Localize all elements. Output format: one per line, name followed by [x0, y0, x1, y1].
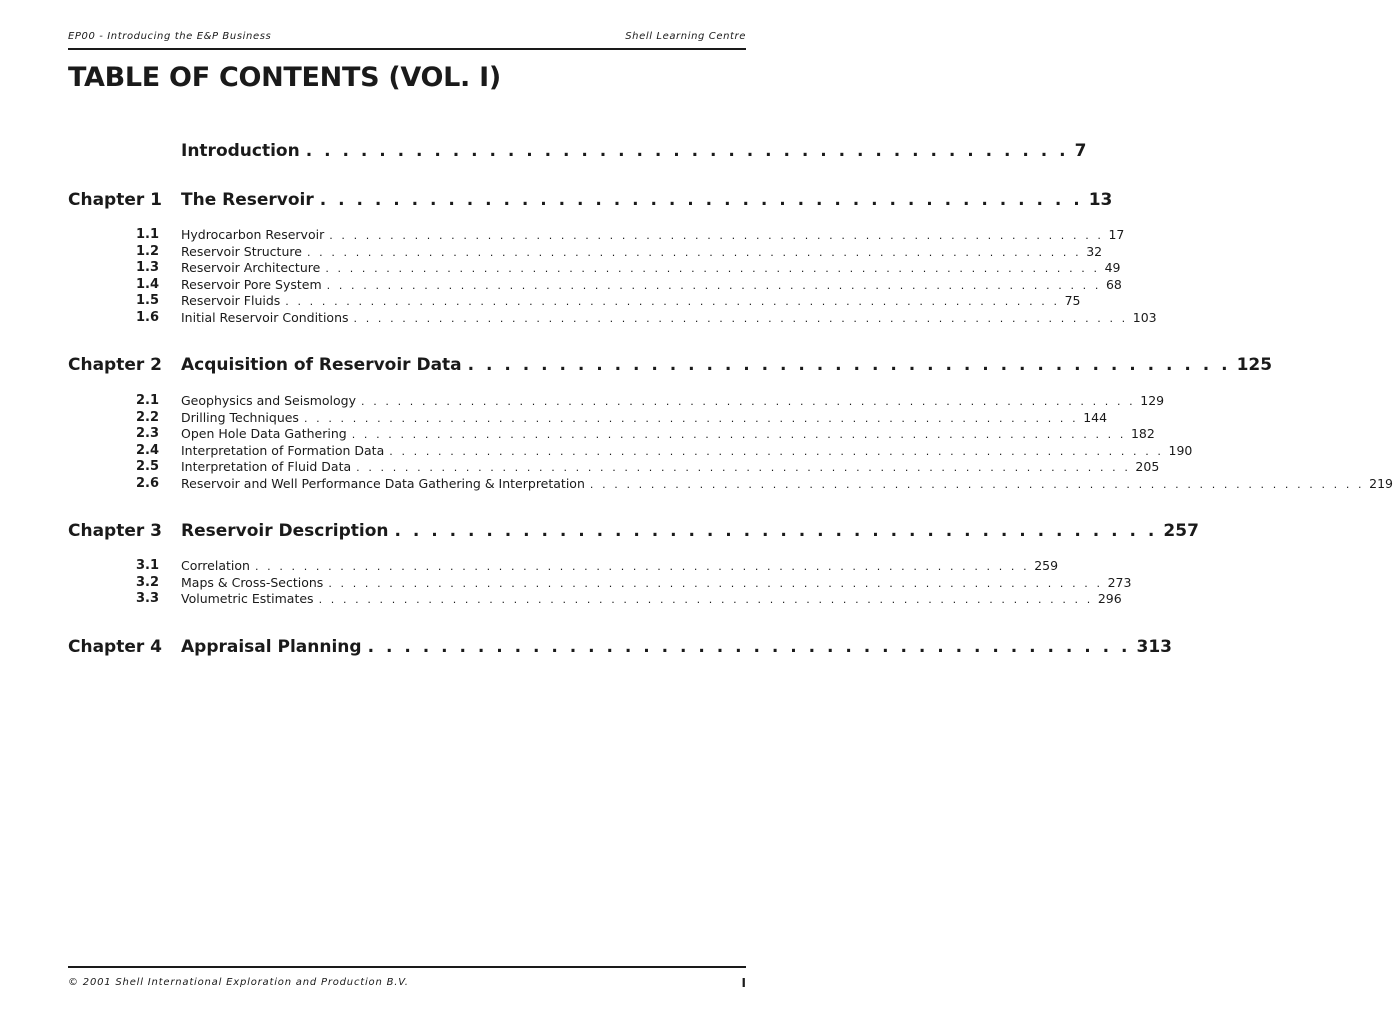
chapter-title: The Reservoir — [181, 190, 314, 210]
chapter-page: 13 — [1088, 190, 1113, 210]
section-page: 103 — [1132, 309, 1157, 325]
dot-leader: . . . . . . . . . . . . . . . . . . . . . . . . . . . . . . . . . . . . . . . . . . — [467, 355, 1231, 375]
section-page: 182 — [1130, 426, 1155, 441]
dot-leader: . . . . . . . . . . . . . . . . . . . . . . . . . . . . . . . . . . . . . . . . . . . . . . . . . . . . . . . . . . . . . . . . — [328, 576, 1103, 590]
chapter-title: Acquisition of Reservoir Data — [181, 355, 462, 375]
section-page: 296 — [1097, 591, 1122, 606]
section-list-chapter-3 — [68, 558, 1132, 608]
section-number: 1.2 — [135, 243, 159, 259]
section-title: Reservoir Pore System — [181, 276, 322, 292]
dot-leader: . . . . . . . . . . . . . . . . . . . . . . . . . . . . . . . . . . . . . . . . . . . . . . . . . . . . . . . . . . . . . . . . — [351, 428, 1126, 441]
section-page: 129 — [1140, 393, 1165, 408]
header-course-title: EP00 - Introducing the E&P Business — [68, 31, 272, 42]
dot-leader: . . . . . . . . . . . . . . . . . . . . . . . . . . . . . . . . . . . . . . . . . . . . . . . . . . . . . . . . . . . . . . . . — [306, 245, 1082, 259]
chapter-page: 125 — [1236, 355, 1273, 375]
section-title: Geophysics and Seismology — [181, 393, 356, 408]
section-page: 17 — [1108, 227, 1125, 242]
dot-leader: . . . . . . . . . . . . . . . . . . . . . . . . . . . . . . . . . . . . . . . . . . . . . . . . . . . . . . . . . . . . . . . . — [389, 444, 1164, 458]
section-number: 2.4 — [135, 442, 159, 458]
copyright-notice: © 2001 Shell International Exploration and Production B.V. — [68, 977, 409, 988]
section-page: 32 — [1086, 243, 1103, 259]
section-number: 3.2 — [135, 574, 159, 590]
section-number: 1.6 — [135, 309, 159, 325]
section-title: Reservoir Architecture — [181, 260, 321, 275]
toc-entry-title: Introduction — [181, 141, 300, 161]
header-publisher: Shell Learning Centre — [625, 31, 746, 42]
toc-section-row[interactable] — [68, 475, 1393, 493]
toc-chapter-3[interactable] — [68, 521, 1199, 545]
dot-leader: . . . . . . . . . . . . . . . . . . . . . . . . . . . . . . . . . . . . . . . . . . . . . . . . . . . . . . . . . . . . . . . . — [356, 461, 1131, 474]
section-list-chapter-1 — [68, 227, 1157, 326]
dot-leader: . . . . . . . . . . . . . . . . . . . . . . . . . . . . . . . . . . . . . . . . . . . . . . . . . . . . . . . . . . . . . . . . — [318, 593, 1093, 606]
section-title: Open Hole Data Gathering — [181, 426, 347, 441]
page-footer — [68, 966, 746, 996]
dot-leader: . . . . . . . . . . . . . . . . . . . . . . . . . . . . . . . . . . . . . . . . . . — [319, 190, 1083, 210]
section-number: 1.5 — [135, 293, 159, 308]
section-title: Initial Reservoir Conditions — [181, 309, 349, 325]
section-number: 1.1 — [135, 227, 159, 242]
section-number: 1.3 — [135, 260, 159, 275]
section-title: Reservoir Fluids — [181, 293, 281, 308]
section-page: 205 — [1135, 459, 1160, 474]
chapter-page: 313 — [1136, 637, 1172, 657]
section-page: 49 — [1104, 260, 1121, 275]
toc-entry-page: 7 — [1074, 141, 1087, 161]
toc-section-row[interactable] — [68, 574, 1132, 592]
dot-leader: . . . . . . . . . . . . . . . . . . . . . . . . . . . . . . . . . . . . . . . . . . . . . . . . . . . . . . . . . . . . . . . . — [589, 477, 1365, 491]
dot-leader: . . . . . . . . . . . . . . . . . . . . . . . . . . . . . . . . . . . . . . . . . . — [367, 637, 1131, 657]
chapter-title: Appraisal Planning — [181, 637, 362, 657]
chapter-page: 257 — [1163, 521, 1199, 541]
toc-section-row[interactable] — [68, 293, 1081, 310]
toc-section-row[interactable] — [68, 260, 1121, 277]
dot-leader: . . . . . . . . . . . . . . . . . . . . . . . . . . . . . . . . . . . . . . . . . . . . . . . . . . . . . . . . . . . . . . . . — [303, 411, 1079, 425]
section-title: Reservoir Structure — [181, 243, 302, 259]
toc-chapter-2[interactable] — [68, 355, 1273, 379]
chapter-label: Chapter 3 — [68, 521, 163, 541]
section-page: 273 — [1107, 574, 1132, 590]
page-number: I — [741, 976, 746, 990]
section-list-chapter-2 — [68, 393, 1393, 492]
section-title: Maps & Cross-Sections — [181, 574, 324, 590]
section-page: 190 — [1168, 442, 1193, 458]
toc-section-row[interactable] — [68, 442, 1193, 460]
section-title: Reservoir and Well Performance Data Gathering & Interpretation — [181, 475, 585, 491]
section-number: 2.3 — [135, 426, 159, 441]
toc-section-row[interactable] — [68, 393, 1165, 410]
section-title: Hydrocarbon Reservoir — [181, 227, 325, 242]
section-page: 75 — [1064, 293, 1081, 308]
dot-leader: . . . . . . . . . . . . . . . . . . . . . . . . . . . . . . . . . . . . . . . . . . — [394, 521, 1158, 541]
chapter-label: Chapter 2 — [68, 355, 163, 375]
section-title: Interpretation of Fluid Data — [181, 459, 352, 474]
section-number: 2.2 — [135, 409, 159, 425]
dot-leader: . . . . . . . . . . . . . . . . . . . . . . . . . . . . . . . . . . . . . . . . . . . . . . . . . . . . . . . . . . . . . . . . — [285, 295, 1060, 308]
section-title: Volumetric Estimates — [181, 591, 314, 606]
page-header — [68, 30, 746, 50]
section-number: 2.1 — [135, 393, 159, 408]
toc-entry-introduction[interactable] — [68, 141, 1087, 165]
dot-leader: . . . . . . . . . . . . . . . . . . . . . . . . . . . . . . . . . . . . . . . . . . . . . . . . . . . . . . . . . . . . . . . . — [254, 560, 1030, 573]
toc-section-row[interactable] — [68, 243, 1103, 261]
section-title: Correlation — [181, 558, 250, 573]
dot-leader: . . . . . . . . . . . . . . . . . . . . . . . . . . . . . . . . . . . . . . . . . . . . . . . . . . . . . . . . . . . . . . . . — [326, 278, 1101, 292]
toc-section-row[interactable] — [68, 409, 1108, 427]
toc-section-row[interactable] — [68, 309, 1157, 327]
toc-chapter-1[interactable] — [68, 190, 1113, 214]
toc-chapter-4[interactable] — [68, 637, 1172, 661]
chapter-label: Chapter 4 — [68, 637, 163, 657]
section-number: 2.6 — [135, 475, 159, 491]
section-title: Interpretation of Formation Data — [181, 442, 385, 458]
toc-section-row[interactable] — [68, 276, 1122, 294]
dot-leader: . . . . . . . . . . . . . . . . . . . . . . . . . . . . . . . . . . . . . . . . . . . . . . . . . . . . . . . . . . . . . . . . — [361, 395, 1136, 408]
section-title: Drilling Techniques — [181, 409, 299, 425]
section-number: 2.5 — [135, 459, 159, 474]
dot-leader: . . . . . . . . . . . . . . . . . . . . . . . . . . . . . . . . . . . . . . . . . . . . . . . . . . . . . . . . . . . . . . . . — [329, 229, 1104, 242]
section-page: 68 — [1105, 276, 1122, 292]
section-page: 259 — [1034, 558, 1059, 573]
dot-leader: . . . . . . . . . . . . . . . . . . . . . . . . . . . . . . . . . . . . . . . . . . . . . . . . . . . . . . . . . . . . . . . . — [353, 311, 1128, 325]
toc-section-row[interactable] — [68, 459, 1160, 476]
chapter-title: Reservoir Description — [181, 521, 389, 541]
toc-section-row[interactable] — [68, 591, 1122, 608]
section-number: 3.3 — [135, 591, 159, 606]
section-number: 3.1 — [135, 558, 159, 573]
dot-leader: . . . . . . . . . . . . . . . . . . . . . . . . . . . . . . . . . . . . . . . . . . — [305, 141, 1069, 161]
chapter-label: Chapter 1 — [68, 190, 163, 210]
section-page: 144 — [1083, 409, 1108, 425]
toc-section-row[interactable] — [68, 227, 1125, 244]
page-title: TABLE OF CONTENTS (VOL. I) — [68, 62, 501, 93]
toc-section-row[interactable] — [68, 558, 1059, 575]
section-number: 1.4 — [135, 276, 159, 292]
dot-leader: . . . . . . . . . . . . . . . . . . . . . . . . . . . . . . . . . . . . . . . . . . . . . . . . . . . . . . . . . . . . . . . . — [325, 262, 1100, 275]
section-page: 219 — [1369, 475, 1393, 491]
toc-section-row[interactable] — [68, 426, 1155, 443]
